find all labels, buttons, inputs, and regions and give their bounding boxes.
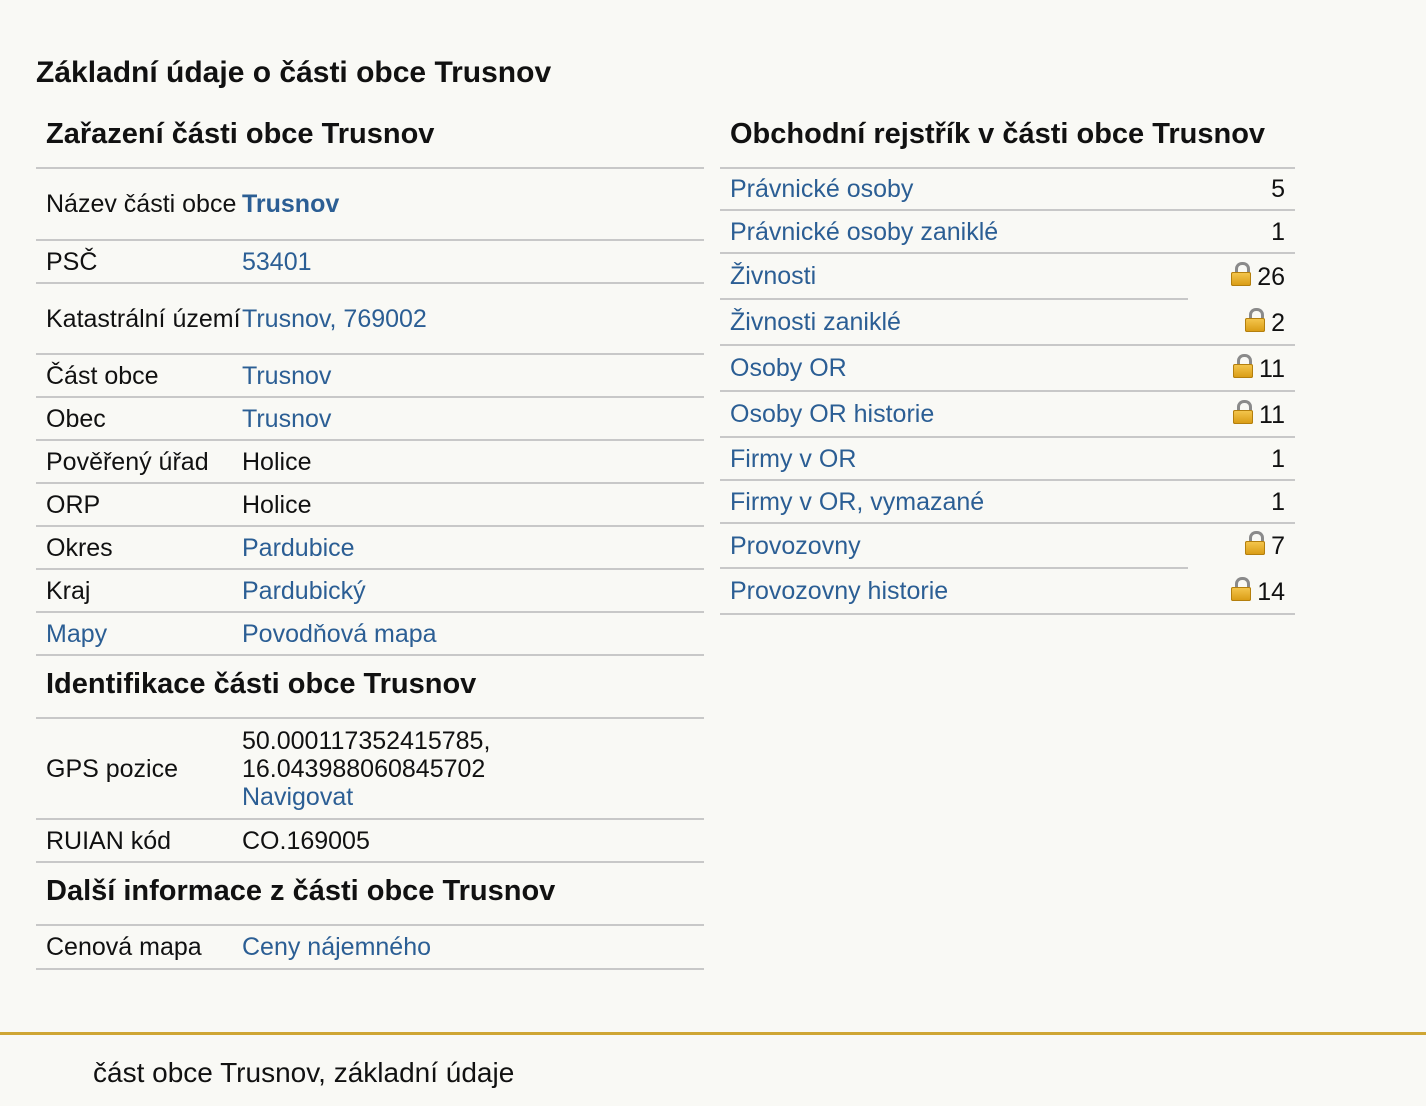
municipality-link[interactable]: Trusnov <box>242 404 332 433</box>
table-row <box>720 437 1295 480</box>
region-link[interactable]: Pardubický <box>242 576 366 605</box>
persons-or-link[interactable]: Osoby OR <box>730 354 847 382</box>
footer-divider <box>0 1032 1426 1035</box>
legal-entities-link[interactable]: Právnické osoby <box>730 175 914 203</box>
identification-table <box>36 719 704 863</box>
establishments-history-count: 14 <box>1257 577 1285 606</box>
lock-icon <box>1233 354 1253 378</box>
more-info-table <box>36 926 704 970</box>
row-label-name: Název části obce <box>36 169 242 240</box>
lock-icon <box>1245 308 1265 332</box>
trades-defunct-link[interactable]: Živnosti zaniklé <box>730 308 901 336</box>
classification-heading: Zařazení části obce Trusnov <box>36 112 704 169</box>
classification-table <box>36 169 704 656</box>
part-link[interactable]: Trusnov <box>242 361 332 390</box>
more-info-heading: Další informace z části obce Trusnov <box>36 863 704 926</box>
table-row <box>720 568 1295 614</box>
row-label-psc: PSČ <box>36 240 242 283</box>
psc-link[interactable]: 53401 <box>242 247 312 276</box>
establishments-history-link[interactable]: Provozovny historie <box>730 577 949 605</box>
establishments-link[interactable]: Provozovny <box>730 531 861 560</box>
district-link[interactable]: Pardubice <box>242 533 355 562</box>
persons-or-history-link[interactable]: Osoby OR historie <box>730 400 935 428</box>
table-row <box>720 480 1295 523</box>
table-row <box>36 169 704 240</box>
table-row <box>36 926 704 969</box>
firms-or-deleted-count: 1 <box>1188 480 1295 523</box>
legal-entities-defunct-count: 1 <box>1188 210 1295 253</box>
firms-or-deleted-link[interactable]: Firmy v OR, vymazané <box>730 487 985 516</box>
row-label-cadastral: Katastrální území <box>36 283 242 354</box>
lock-icon <box>1245 531 1265 555</box>
persons-or-history-count: 11 <box>1259 400 1285 429</box>
lock-icon <box>1231 577 1251 601</box>
firms-or-link[interactable]: Firmy v OR <box>730 444 857 473</box>
table-row <box>720 391 1295 437</box>
identification-heading: Identifikace části obce Trusnov <box>36 656 704 719</box>
table-row <box>720 299 1295 345</box>
page-title: Základní údaje o části obce Trusnov <box>36 56 552 89</box>
table-row <box>36 440 704 483</box>
row-label-orp: ORP <box>36 483 242 526</box>
legal-entities-defunct-link[interactable]: Právnické osoby zaniklé <box>730 217 999 246</box>
trades-link[interactable]: Živnosti <box>730 262 817 290</box>
left-column <box>36 112 704 970</box>
table-row <box>36 354 704 397</box>
firms-or-count: 1 <box>1188 437 1295 480</box>
gps-label: GPS pozice <box>36 719 242 819</box>
right-column <box>720 112 1295 615</box>
gps-longitude: 16.043988060845702 <box>242 754 486 783</box>
register-heading: Obchodní rejstřík v části obce Trusnov <box>720 112 1295 169</box>
row-label-part: Část obce <box>36 354 242 397</box>
table-row <box>720 253 1295 299</box>
part-name-link[interactable]: Trusnov <box>242 190 340 218</box>
table-row <box>720 345 1295 391</box>
table-row <box>36 240 704 283</box>
flood-map-link[interactable]: Povodňová mapa <box>242 619 437 648</box>
row-label-district: Okres <box>36 526 242 569</box>
maps-link[interactable]: Mapy <box>46 619 108 648</box>
table-row <box>36 719 704 819</box>
row-label-municipality: Obec <box>36 397 242 440</box>
persons-or-count: 11 <box>1259 354 1285 383</box>
table-row <box>36 483 704 526</box>
cadastral-link[interactable]: Trusnov, 769002 <box>242 304 427 333</box>
register-table <box>720 169 1295 615</box>
trades-defunct-count: 2 <box>1271 308 1285 337</box>
table-row <box>36 569 704 612</box>
table-row <box>720 169 1295 210</box>
ruian-label: RUIAN kód <box>36 819 242 862</box>
table-row <box>720 210 1295 253</box>
authorized-office-value: Holice <box>242 440 704 483</box>
table-row <box>36 283 704 354</box>
row-label-region: Kraj <box>36 569 242 612</box>
rent-prices-link[interactable]: Ceny nájemného <box>242 933 432 961</box>
footer-text: část obce Trusnov, základní údaje <box>93 1057 515 1088</box>
table-row <box>36 819 704 862</box>
table-row <box>36 397 704 440</box>
navigate-link[interactable]: Navigovat <box>242 782 354 811</box>
establishments-count: 7 <box>1271 532 1285 560</box>
table-row <box>36 612 704 655</box>
price-map-label: Cenová mapa <box>36 926 242 969</box>
row-label-authorized-office: Pověřený úřad <box>36 440 242 483</box>
orp-value: Holice <box>242 483 704 526</box>
table-row <box>720 523 1295 568</box>
legal-entities-count: 5 <box>1188 169 1295 210</box>
lock-icon <box>1233 400 1253 424</box>
ruian-value: CO.169005 <box>242 819 704 862</box>
table-row <box>36 526 704 569</box>
trades-count: 26 <box>1257 262 1285 291</box>
lock-icon <box>1231 262 1251 286</box>
gps-latitude: 50.000117352415785, <box>242 726 491 755</box>
